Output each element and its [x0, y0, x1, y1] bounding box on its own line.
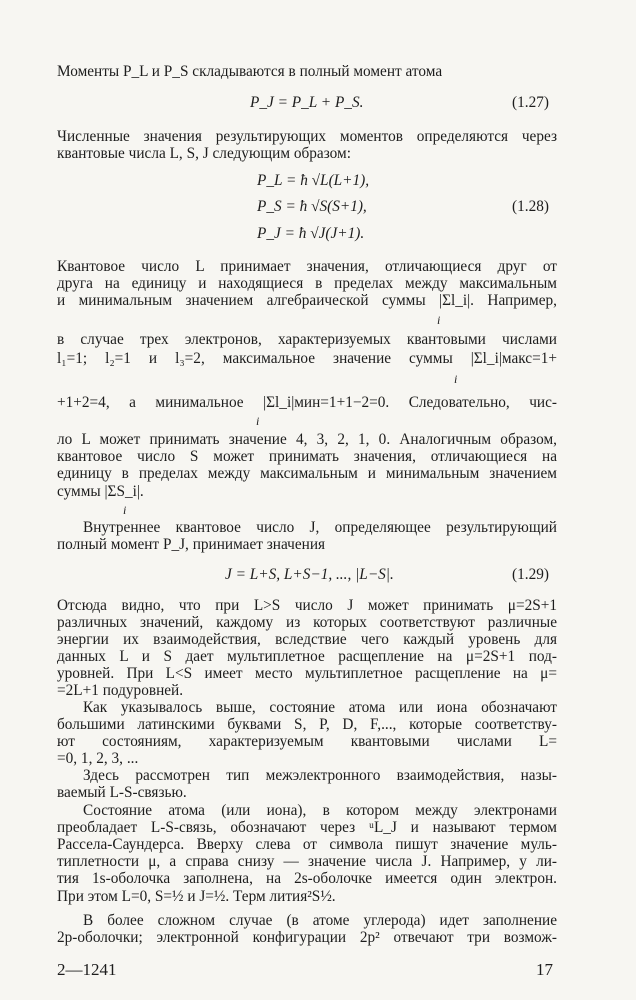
- text-line-14: Внутреннее квантовое число J, определяющее результирующий: [83, 519, 557, 536]
- text-line-18: энергии их взаимодействия, вследствие чего каждый уровень для: [57, 631, 557, 648]
- equation-1-28-line-2: P_S = ħ √S(S+1),: [257, 198, 367, 215]
- equation-1-28-line-3: P_J = ħ √J(J+1).: [257, 225, 365, 242]
- equation-number-1-29: (1.29): [512, 566, 549, 583]
- text-line-25: =0, 1, 2, 3, ...: [57, 750, 139, 767]
- equation-1-27: P_J = P_L + P_S.: [250, 94, 364, 111]
- equation-1-29: J = L+S, L+S−1, ..., |L−S|.: [225, 566, 394, 583]
- page-number: 17: [536, 960, 553, 979]
- sum-index: i: [437, 313, 441, 327]
- text-line-8: l₁=1; l₂=1 и l₃=2, максимальное значение суммы |Σl_i|макс=1+: [57, 350, 557, 367]
- text-line-5: друга на единицу и находящиеся в пределах между максимальным: [57, 275, 557, 292]
- text-line-33: При этом L=0, S=½ и J=½. Терм лития²S½.: [57, 888, 336, 905]
- text-line-27: ваемый L-S-связью.: [57, 784, 187, 801]
- text-line-16: Отсюда видно, что при L>S число J может принимать μ=2S+1: [57, 597, 557, 614]
- text-line-20: уровней. При L<S имеет место мультиплетное расщепление на μ=: [57, 665, 557, 682]
- sum-index: i: [123, 503, 127, 517]
- text-line-6: и минимальным значением алгебраической суммы |Σl_i|. Например,: [57, 292, 557, 309]
- text-line-31: типлетности μ, а справа снизу — значение числа J. Например, у ли-: [57, 853, 557, 870]
- text-line-2: Численные значения результирующих моментов определяются через: [57, 128, 557, 145]
- sum-index: i: [256, 414, 260, 428]
- text-line-15: полный момент P_J, принимает значения: [57, 536, 326, 553]
- text-line-10: ло L может принимать значение 4, 3, 2, 1, 0. Аналогичным образом,: [57, 431, 557, 448]
- text-line-34: В более сложном случае (в атоме углерода) идет заполнение: [83, 912, 557, 929]
- text-line-13: суммы |ΣS_i|.: [57, 483, 144, 500]
- text-line-7: в случае трех электронов, характеризуемых квантовыми числами: [57, 331, 557, 348]
- text-line-26: Здесь рассмотрен тип межэлектронного взаимодействия, назы-: [83, 767, 557, 784]
- text-line-29: преобладает L-S-связь, обозначают через ᵘL_J и называют термом: [57, 819, 557, 836]
- text-line-1: Моменты P_L и P_S складываются в полный момент атома: [57, 63, 443, 80]
- text-line-19: данных L и S дает мультиплетное расщепление на μ=2S+1 под-: [57, 648, 557, 665]
- printer-signature: 2—1241: [57, 960, 117, 979]
- sum-index: i: [454, 372, 458, 386]
- text-line-21: =2L+1 подуровней.: [57, 682, 184, 699]
- text-line-11: квантовое число S может принимать значения, отличающиеся на: [57, 448, 557, 465]
- text-line-9: +1+2=4, а минимальное |Σl_i|мин=1+1−2=0. Следовательно, чис-: [57, 394, 557, 411]
- text-line-28: Состояние атома (или иона), в котором между электронами: [83, 802, 557, 819]
- text-line-4: Квантовое число L принимает значения, отличающиеся друг от: [57, 258, 557, 275]
- equation-1-28-line-1: P_L = ħ √L(L+1),: [257, 172, 370, 189]
- text-line-23: большими латинскими буквами S, P, D, F,..., которые соответству-: [57, 716, 557, 733]
- equation-number-1-28: (1.28): [512, 198, 549, 215]
- text-line-22: Как указывалось выше, состояние атома или иона обозначают: [83, 699, 557, 716]
- equation-number-1-27: (1.27): [512, 94, 549, 111]
- text-line-32: тия 1s-оболочка заполнена, на 2s-оболочке имеется один электрон.: [57, 870, 557, 887]
- text-line-35: 2p-оболочки; электронной конфигурации 2p² отвечают три возмож-: [57, 929, 557, 946]
- text-line-30: Рассела-Саундерса. Вверху слева от символа пишут значение муль-: [57, 836, 557, 853]
- text-line-12: единицу в пределах между максимальным и минимальным значением: [57, 465, 557, 482]
- text-line-24: ют состояниям, характеризуемым квантовыми числами L=: [57, 733, 557, 750]
- text-line-17: различных значений, каждому из которых соответствуют различные: [57, 614, 557, 631]
- text-line-3: квантовые числа L, S, J следующим образом:: [57, 145, 351, 162]
